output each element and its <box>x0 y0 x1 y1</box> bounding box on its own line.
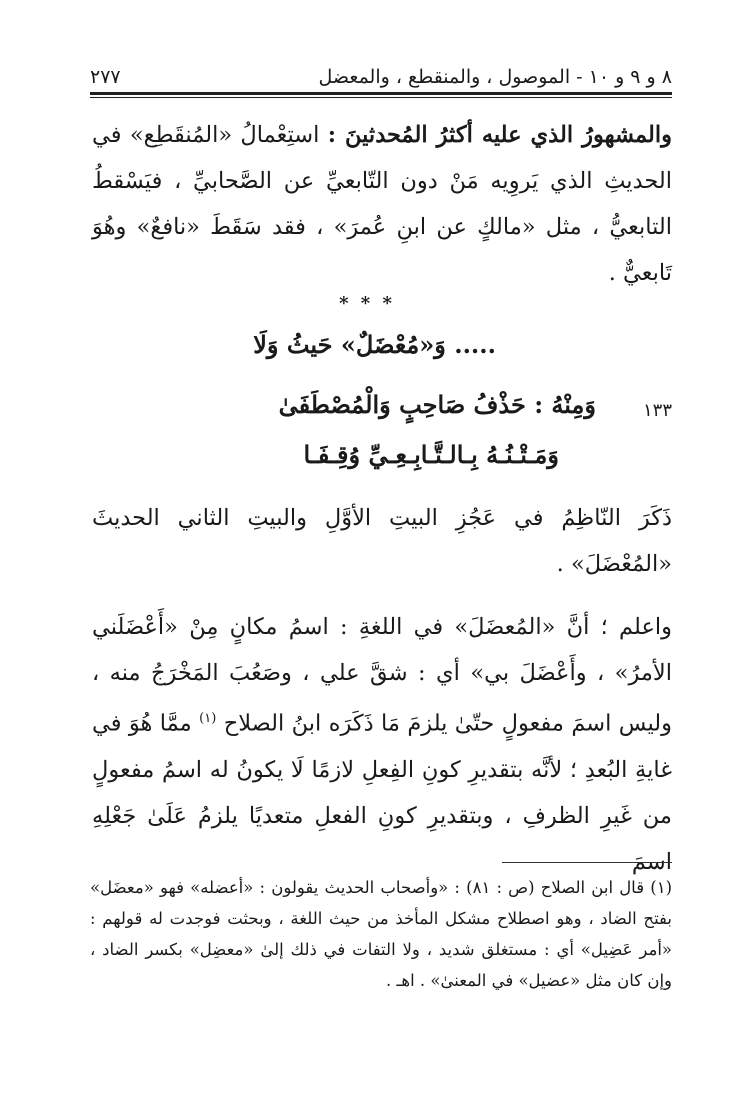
verse-line-2: وَمِنْهُ : حَذْفُ صَاحِبٍ وَالْمُصْطَفَىٰ <box>278 390 596 419</box>
commentary-text-before-note: واعلم ؛ أنَّ «المُعضَلَ» في اللغةِ : اسمُ مكانٍ مِنْ «أَعْضَلَني الأمرُ» ، وأَعْضَلَ بي» أي : شقَّ علي ، وصَعُبَ المَخْرَجُ منه ، وليس اسمَ مفعولٍ حتّىٰ يلزمَ مَا ذَكَرَه ابنُ الصلاح <box>92 614 673 737</box>
footnote-rule <box>502 862 672 863</box>
running-title: ٨ و ٩ و ١٠ - الموصول ، والمنقطع ، والمعضل <box>318 66 672 88</box>
page-number: ٢٧٧ <box>90 66 121 88</box>
intro-paragraph <box>92 112 672 296</box>
verse-line-1: ..... وَ«مُعْضَلٌ» حَيثُ وَلَا <box>253 330 496 359</box>
verse-number: ١٣٣ <box>642 400 672 421</box>
verse-line-3: وَمَـتْـنُـهُ بِـالـتَّـابِـعِـيِّ وُقِـفَـا <box>303 440 559 469</box>
page-header <box>90 52 672 88</box>
intro-lead: والمشهورُ الذي عليه أكثرُ المُحدثينَ : <box>327 122 672 148</box>
commentary-paragraph-1: ذَكَرَ النّاظِمُ في عَجُزِ البيتِ الأوَّلِ والبيتِ الثاني الحديثَ «المُعْضَلَ» . <box>92 505 672 577</box>
header-rule-thick <box>90 92 672 95</box>
intro-body: استِعْمالُ «المُنقَطِع» في الحديثِ الذي يَروِيه مَنْ دون التّابعيِّ عن الصَّحابيِّ ، فيَسْقطُ التابعيُّ ، مثل «مالكٍ عن ابنِ عُمرَ» ، فقد سَقَطَ «نافعٌ» وهُوَ تَابعيٌّ . <box>92 122 672 286</box>
section-separator: * * * <box>339 293 395 314</box>
footnote: (١) قال ابن الصلاح (ص : ٨١) : «وأصحاب الحديث يقولون : «أعضله» فهو «معضَل» بفتح الضاد ، وهو اصطلاح مشكل المأخذ من حيث اللغة ، وبحثت فوجدت له قولهم : «أمر عَضِيل» أي : مستغلق شديد ، ولا التفات في ذلك إلىٰ «معضِل» بكسر الضاد ، وإن كان مثل «عضيل» في المعنىٰ» . اهـ . <box>90 878 672 990</box>
commentary-text-after-note: ممَّا هُوَ في غايةِ البُعدِ ؛ لأنَّه بتقديرِ كونِ الفِعلِ لازمًا لَا يكونُ له اسمُ مفعولٍ من غَيرِ الظرفِ ، وبتقديرِ كونِ الفعلِ متعديًا يلزمُ عَلَىٰ جَعْلِهِ اسمَ <box>92 710 672 875</box>
header-rule-thin <box>90 97 672 98</box>
footnote-marker: (١) <box>199 711 217 726</box>
commentary-paragraph-2 <box>92 604 672 885</box>
